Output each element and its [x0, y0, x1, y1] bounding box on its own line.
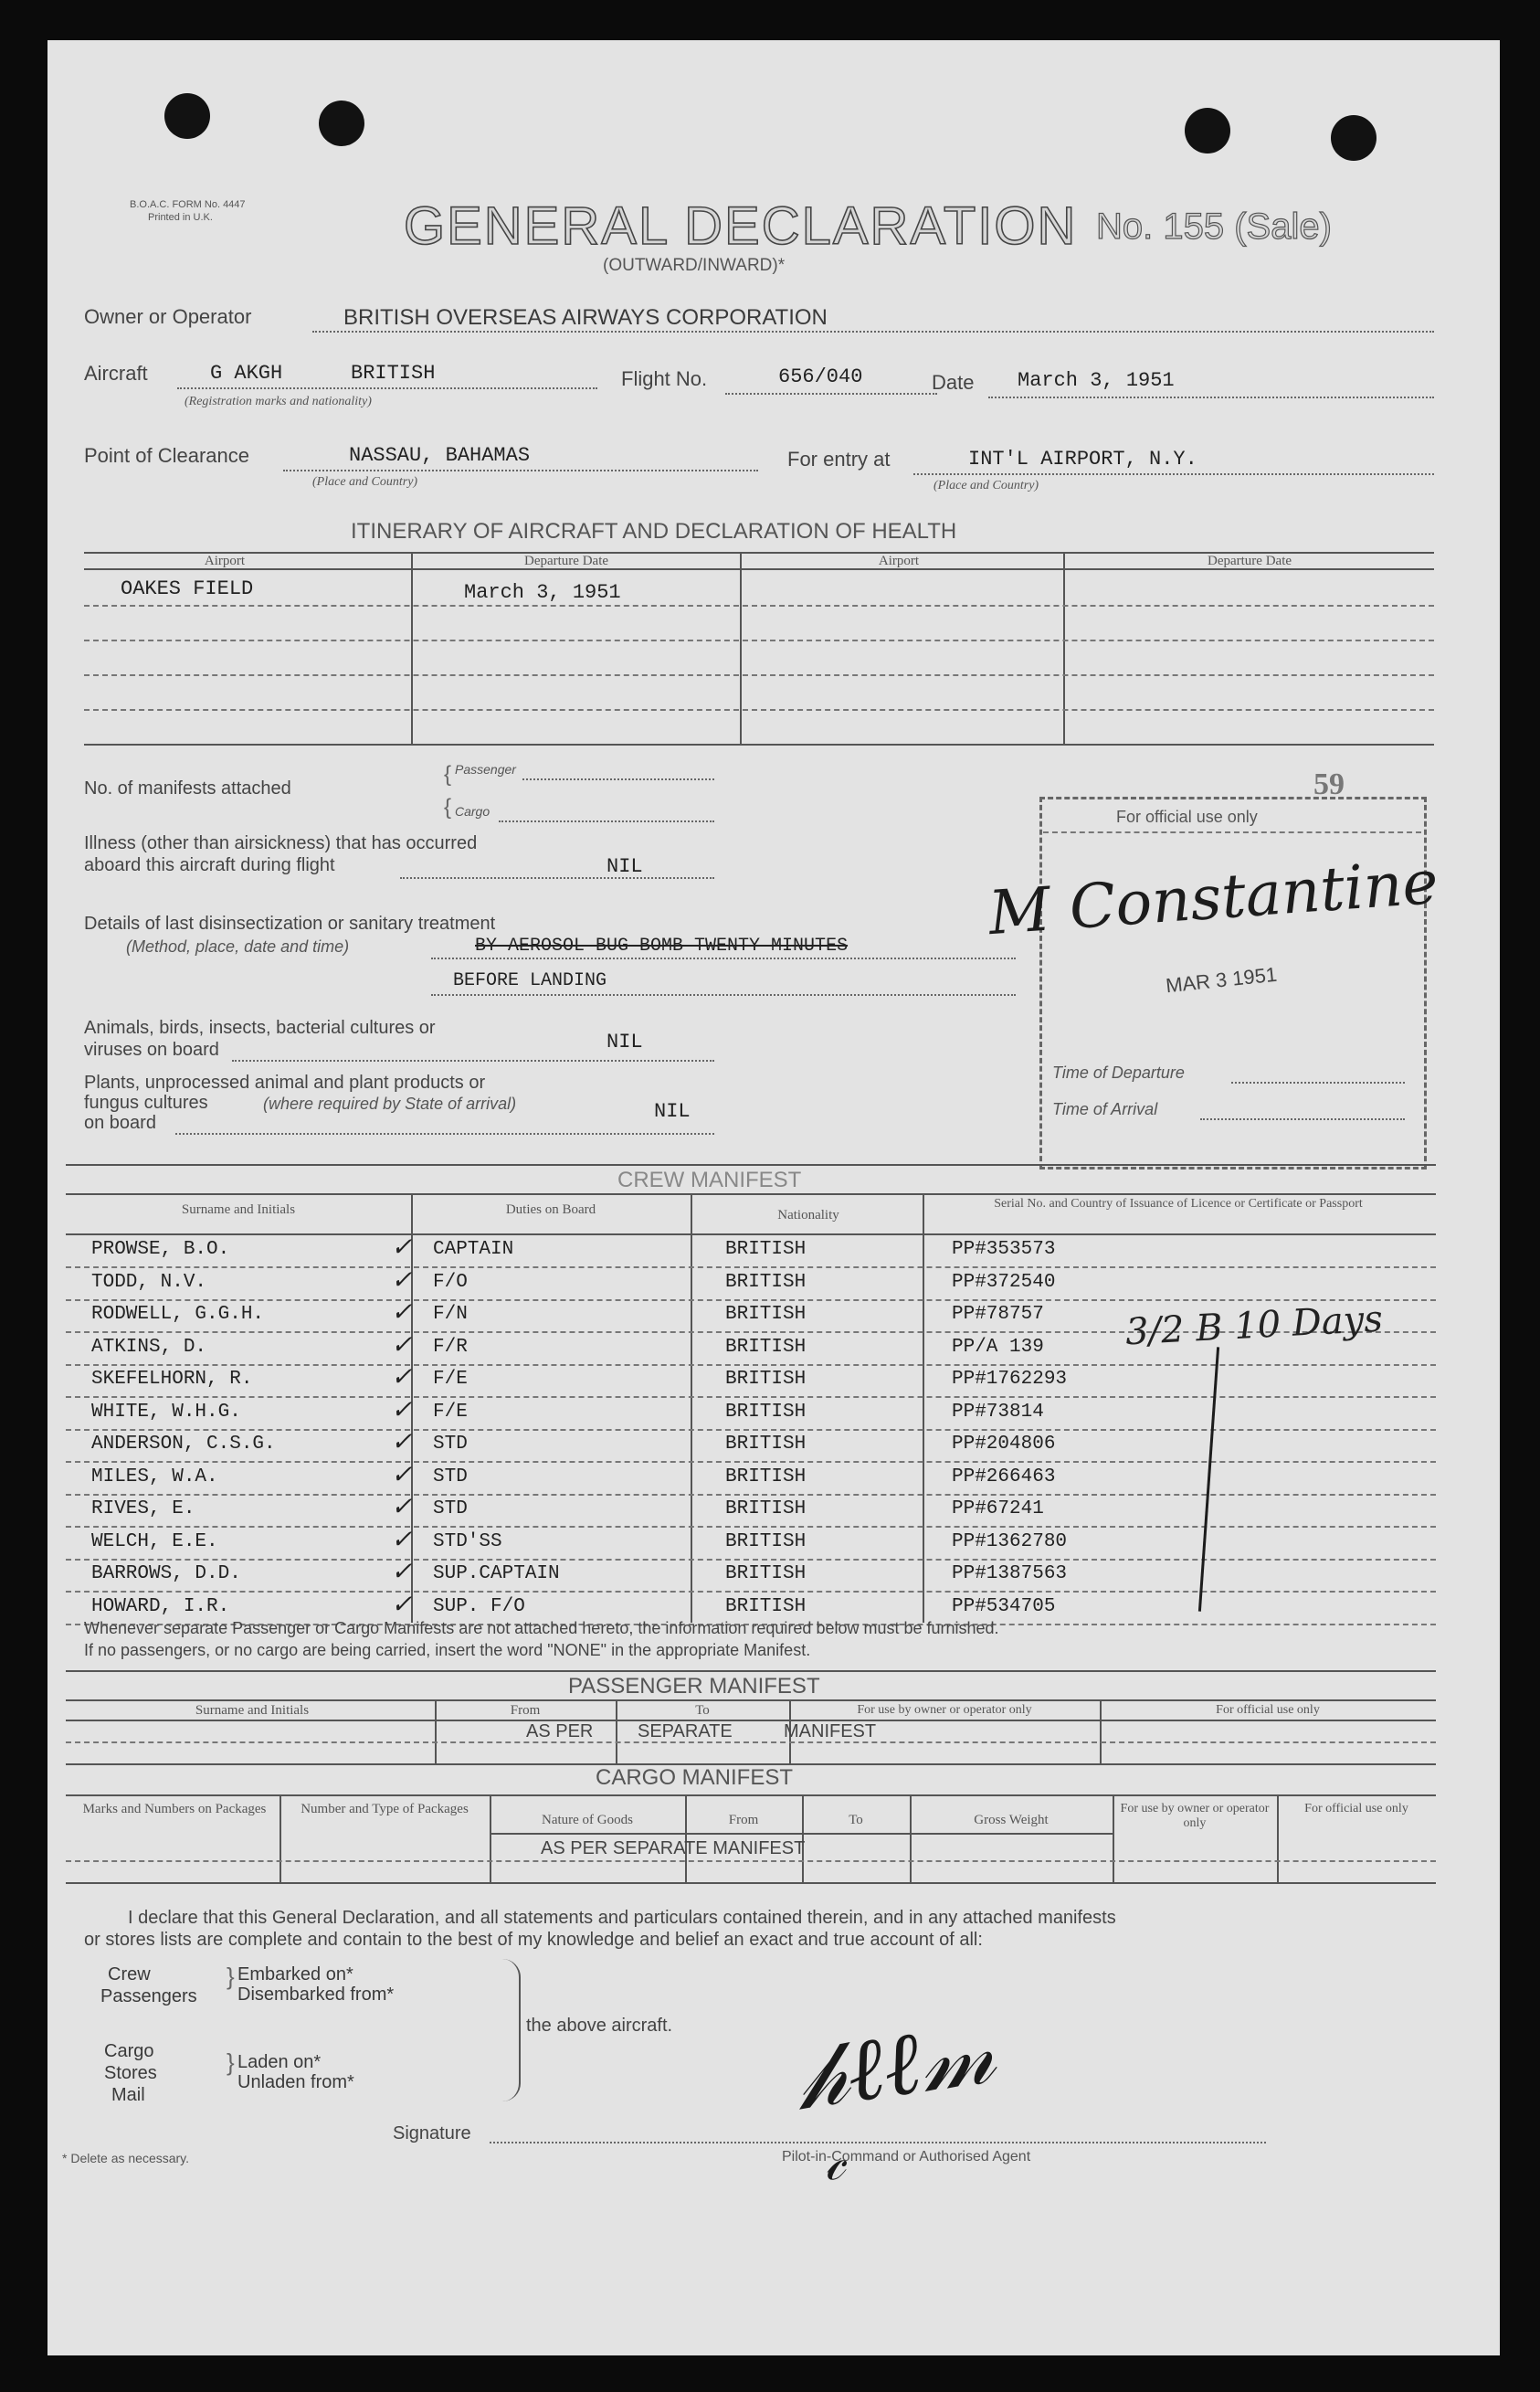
manifest-cargo-label: Cargo: [455, 804, 490, 819]
crew-row-divider: [66, 1429, 1436, 1431]
crew-name: WELCH, E.E.: [91, 1531, 218, 1552]
crew-duty: STD: [433, 1434, 468, 1455]
itinerary-header-date: Departure Date: [523, 554, 609, 568]
entry-value: INT'L AIRPORT, N.Y.: [968, 448, 1197, 471]
check-mark-icon: ✓: [391, 1556, 413, 1586]
crew-annotation: 3/2 B 10 Days: [1123, 1297, 1384, 1354]
itinerary-header-date-2: Departure Date: [1207, 554, 1292, 568]
crew-name: PROWSE, B.O.: [91, 1239, 230, 1260]
decl-unladen: Unladen from*: [237, 2072, 354, 2092]
decl-cargo: Cargo: [104, 2041, 154, 2061]
disinsect-value-2: BEFORE LANDING: [453, 970, 607, 991]
date-stamp: MAR 3 1951: [1164, 962, 1279, 998]
crew-header-duties: Duties on Board: [505, 1202, 596, 1217]
declaration-sheet: B.O.A.C. FORM No. 4447 Printed in U.K. GENERAL DECLARATION No. 155 (Sale) (OUTWARD/INWARD)* Owner or Operator BRITISH OVERSEAS AIRWAYS CORPORATION Aircraft G AKGH BRITISH (Registration marks and nationality) Flight No. 656/040 Date March 3, 1951 Point of Clearance NASSAU, BAHAMAS (Place and Country) For entry at INT'L AIRPORT, N.Y. (Place and Country) ITINERARY OF AIRCRAFT AND DECLARATION OF HEALTH Airport Departure Date Airport Departure Date OAKES FIELD March 3, 1951 No. of manifests attached { { Passenger Cargo Illness (other than airsickness) that has occurred aboard this aircraft during flight NIL Details of last disinsectization or sanitary treatment (Method, place, date and time) BY AEROSOL BUG BOMB TWENTY MINUTES BEFORE LANDING Animals, birds, insects, bacterial cultures or viruses on board NIL Plants, unprocessed animal and plant products or fungus cultures (where required by State of arrival) on board NIL 59 For official use only M Constantine MAR 3 1951 Time of Departure Time of Arrival CREW MANIFEST Surname and Initials Duties on Board Nationality Serial No. and Country of Issuance of Licence or Certificate or Passport PROWSE, B.O. ✓ CAPTAIN BRITISH PP#353573 TODD, N.V. ✓ F/O BRITISH PP#372540 RODWELL, G.G.H. ✓ F/N BRITISH PP#78757 ATKINS, D. ✓ F/R BRITISH PP/A 139 SKEFELHORN, R. ✓ F/E BRITISH PP#1762293 WHITE, W.H.G. ✓ F/E BRITISH PP#73814 ANDERSON, C.S.G. ✓ STD BRITISH PP#204806 MILES, W.A. ✓ STD BRITISH PP#266463 RIVES, E. ✓ STD BRITISH PP#67241 WELCH, E.E. ✓ STD'SS BRITISH PP#1362780 BARROWS, D.D. ✓ SUP.CAPTAIN BRITISH PP#1387563 HOWARD, I.R. ✓ SUP. F/O BRITISH PP#534705 3/2 B 10 Days Whenever separate Passenger or Cargo Manifests are not attached hereto, the information required below must be furnished. If no passengers, or no cargo are being carried, insert the word "NONE" in the appropriate Manifest. PASSENGER MANIFEST Surname and Initials From To For use by owner or operator only For official use only AS PER SEPARATE MANIFEST CARGO MANIFEST Marks and Numbers on Packages Number and Type of Packages Nature of Goods From To Gross Weight For use by owner or operator only For official use only AS PER SEPARATE MANIFEST I declare that this General Declaration, and all statements and particulars contained therein, and in any attached manifests or stores lists are complete and contain to the best of my knowledge and belief an exact and true account of all: Crew Passengers } Embarked on* Disembarked from* Cargo Stores Mail } Laden on* Unladen from* the above aircraft. Signature 𝒽ℓℓ𝓂 𝒸 Pilot-in-Command or Authorised Agent * Delete as necessary.: [47, 40, 1500, 2355]
form-title: GENERAL DECLARATION: [404, 196, 1078, 256]
cargo-row: AS PER SEPARATE MANIFEST: [541, 1838, 806, 1858]
clearance-label: Point of Clearance: [84, 444, 249, 467]
entry-subcaption: (Place and Country): [933, 479, 1039, 492]
flight-number: 656/040: [778, 365, 863, 388]
decl-passengers: Passengers: [100, 1986, 197, 2006]
crew-serial: PP#73814: [952, 1402, 1044, 1423]
check-mark-icon: ✓: [391, 1426, 413, 1456]
crew-duty: STD: [433, 1498, 468, 1519]
official-number: 59: [1313, 767, 1345, 801]
decl-aircraft: the above aircraft.: [526, 2016, 673, 2036]
crew-nationality: BRITISH: [725, 1402, 807, 1423]
captain-signature: 𝒽ℓℓ𝓂: [790, 2000, 1001, 2130]
crew-name: MILES, W.A.: [91, 1466, 218, 1487]
notice-line-2: If no passengers, or no cargo are being carried, insert the word "NONE" in the appropriate Manifest.: [84, 1641, 811, 1659]
passenger-from: AS PER: [526, 1721, 594, 1741]
crew-name: TODD, N.V.: [91, 1272, 207, 1293]
signature-label: Signature: [393, 2123, 471, 2143]
crew-name: ATKINS, D.: [91, 1337, 207, 1358]
plants-value: NIL: [654, 1100, 691, 1123]
crew-nationality: BRITISH: [725, 1466, 807, 1487]
passenger-header-to: To: [695, 1703, 710, 1718]
clearance-value: NASSAU, BAHAMAS: [349, 444, 531, 467]
decl-mail: Mail: [111, 2085, 145, 2105]
check-mark-icon: ✓: [391, 1524, 413, 1554]
check-mark-icon: ✓: [391, 1232, 413, 1262]
crew-row-divider: [66, 1396, 1436, 1398]
crew-header-name: Surname and Initials: [181, 1202, 296, 1217]
aircraft-registration: G AKGH: [210, 362, 283, 385]
check-mark-icon: ✓: [391, 1329, 413, 1360]
crew-name: HOWARD, I.R.: [91, 1596, 230, 1617]
official-signature: M Constantine: [986, 846, 1440, 949]
decl-stores: Stores: [104, 2063, 157, 2083]
annotation-bracket-line: [1198, 1347, 1219, 1612]
crew-nationality: BRITISH: [725, 1498, 807, 1519]
crew-serial: PP#372540: [952, 1272, 1056, 1293]
disinsect-label: Details of last disinsectization or sanitary treatment: [84, 914, 496, 934]
crew-row-divider: [66, 1364, 1436, 1366]
cargo-header-from: From: [728, 1813, 759, 1827]
crew-row-divider: [66, 1299, 1436, 1301]
crew-duty: F/E: [433, 1369, 468, 1390]
passenger-owner: MANIFEST: [784, 1721, 877, 1741]
crew-name: RIVES, E.: [91, 1498, 195, 1519]
crew-row-divider: [66, 1266, 1436, 1268]
cargo-header-official: For official use only: [1304, 1802, 1408, 1815]
crew-row-divider: [66, 1494, 1436, 1496]
signature-caption: Pilot-in-Command or Authorised Agent: [782, 2149, 1031, 2164]
crew-serial: PP#1387563: [952, 1563, 1068, 1584]
crew-header-serial: Serial No. and Country of Issuance of Licence or Certificate or Passport: [994, 1197, 1363, 1211]
crew-serial: PP/A 139: [952, 1337, 1044, 1358]
signature-flourish: 𝒸: [819, 2131, 849, 2194]
cargo-header-weight: Gross Weight: [974, 1813, 1049, 1827]
manifest-passenger-label: Passenger: [455, 762, 516, 777]
crew-serial: PP#534705: [952, 1596, 1056, 1617]
plants-label-2: fungus cultures: [84, 1093, 208, 1113]
crew-serial: PP#204806: [952, 1434, 1056, 1455]
punch-hole: [164, 93, 210, 139]
crew-nationality: BRITISH: [725, 1531, 807, 1552]
crew-serial: PP#1762293: [952, 1369, 1068, 1390]
crew-nationality: BRITISH: [725, 1563, 807, 1584]
animals-value: NIL: [607, 1031, 643, 1053]
disinsect-label-2: (Method, place, date and time): [126, 937, 350, 956]
check-mark-icon: ✓: [391, 1491, 413, 1521]
crew-row-divider: [66, 1591, 1436, 1593]
crew-nationality: BRITISH: [725, 1434, 807, 1455]
notice-line-1: Whenever separate Passenger or Cargo Manifests are not attached hereto, the information required below must be furnished.: [84, 1619, 999, 1637]
flight-label: Flight No.: [621, 367, 708, 390]
printed-note: Printed in U.K.: [148, 212, 213, 223]
plants-label-2b: (where required by State of arrival): [263, 1095, 517, 1113]
aircraft-label: Aircraft: [84, 362, 148, 385]
crew-nationality: BRITISH: [725, 1596, 807, 1617]
declaration-line-2: or stores lists are complete and contain to the best of my knowledge and belief an exact and true account of all:: [84, 1930, 983, 1950]
check-mark-icon: ✓: [391, 1361, 413, 1392]
crew-nationality: BRITISH: [725, 1272, 807, 1293]
crew-duty: F/E: [433, 1402, 468, 1423]
check-mark-icon: ✓: [391, 1394, 413, 1424]
illness-label-2: aboard this aircraft during flight: [84, 855, 335, 875]
itinerary-header-airport: Airport: [204, 554, 246, 568]
disinsect-value: BY AEROSOL BUG BOMB TWENTY MINUTES: [475, 936, 849, 957]
crew-name: ANDERSON, C.S.G.: [91, 1434, 276, 1455]
crew-duty: STD: [433, 1466, 468, 1487]
itinerary-title: ITINERARY OF AIRCRAFT AND DECLARATION OF HEALTH: [351, 519, 957, 544]
flight-date: March 3, 1951: [1018, 369, 1175, 392]
crew-name: SKEFELHORN, R.: [91, 1369, 253, 1390]
time-of-arrival: Time of Arrival: [1052, 1100, 1158, 1118]
animals-label: Animals, birds, insects, bacterial cultures or: [84, 1018, 436, 1038]
crew-duty: F/O: [433, 1272, 468, 1293]
crew-nationality: BRITISH: [725, 1369, 807, 1390]
official-use-title: For official use only: [1116, 808, 1258, 826]
crew-header-nationality: Nationality: [777, 1208, 839, 1222]
crew-duty: SUP. F/O: [433, 1596, 525, 1617]
plants-label: Plants, unprocessed animal and plant products or: [84, 1073, 486, 1093]
check-mark-icon: ✓: [391, 1589, 413, 1619]
crew-duty: CAPTAIN: [433, 1239, 514, 1260]
crew-serial: PP#67241: [952, 1498, 1044, 1519]
owner-label: Owner or Operator: [84, 305, 252, 328]
passenger-header-from: From: [510, 1703, 541, 1718]
clearance-subcaption: (Place and Country): [312, 475, 418, 489]
punch-hole: [1331, 115, 1377, 161]
punch-hole: [1185, 108, 1230, 153]
crew-duty: STD'SS: [433, 1531, 502, 1552]
cargo-header-packages: Number and Type of Packages: [301, 1802, 469, 1816]
illness-label: Illness (other than airsickness) that has occurred: [84, 833, 478, 853]
crew-duty: SUP.CAPTAIN: [433, 1563, 560, 1584]
cargo-header-owner: For use by owner or operator only: [1120, 1802, 1270, 1830]
form-subtitle: (OUTWARD/INWARD)*: [603, 256, 786, 275]
form-reference: B.O.A.C. FORM No. 4447: [130, 199, 246, 210]
delete-note: * Delete as necessary.: [62, 2151, 190, 2165]
itinerary-departure-date: March 3, 1951: [464, 581, 621, 604]
crew-name: WHITE, W.H.G.: [91, 1402, 241, 1423]
crew-nationality: BRITISH: [725, 1239, 807, 1260]
check-mark-icon: ✓: [391, 1459, 413, 1489]
decl-embarked: Embarked on*: [237, 1964, 353, 1985]
decl-crew: Crew: [108, 1964, 151, 1985]
cargo-title: CARGO MANIFEST: [596, 1765, 794, 1790]
crew-serial: PP#353573: [952, 1239, 1056, 1260]
crew-duty: F/R: [433, 1337, 468, 1358]
decl-laden: Laden on*: [237, 2052, 322, 2072]
illness-value: NIL: [607, 855, 643, 878]
time-of-departure: Time of Departure: [1052, 1064, 1185, 1082]
animals-label-2: viruses on board: [84, 1040, 219, 1060]
cargo-header-goods: Nature of Goods: [542, 1813, 633, 1827]
passenger-title: PASSENGER MANIFEST: [568, 1674, 820, 1699]
check-mark-icon: ✓: [391, 1297, 413, 1327]
manifests-label: No. of manifests attached: [84, 778, 291, 799]
crew-row-divider: [66, 1526, 1436, 1528]
crew-serial: PP#1362780: [952, 1531, 1068, 1552]
passenger-header-official: For official use only: [1216, 1703, 1320, 1717]
punch-hole: [319, 101, 364, 146]
crew-row-divider: [66, 1559, 1436, 1561]
crew-name: RODWELL, G.G.H.: [91, 1304, 265, 1325]
cargo-header-marks: Marks and Numbers on Packages: [82, 1802, 267, 1816]
crew-name: BARROWS, D.D.: [91, 1563, 241, 1584]
passenger-header-name: Surname and Initials: [195, 1703, 310, 1718]
crew-row-divider: [66, 1461, 1436, 1463]
decl-disembarked: Disembarked from*: [237, 1985, 395, 2005]
crew-serial: PP#78757: [952, 1304, 1044, 1325]
crew-nationality: BRITISH: [725, 1304, 807, 1325]
aircraft-subcaption: (Registration marks and nationality): [185, 395, 372, 408]
declaration-line-1: I declare that this General Declaration, and all statements and particulars contained therein, and in any attached manifests: [128, 1908, 1116, 1928]
cargo-header-to: To: [849, 1813, 863, 1827]
itinerary-airport: OAKES FIELD: [121, 577, 254, 600]
owner-value: BRITISH OVERSEAS AIRWAYS CORPORATION: [343, 305, 828, 330]
aircraft-nationality: BRITISH: [351, 362, 436, 385]
plants-label-3: on board: [84, 1113, 156, 1133]
date-label: Date: [932, 371, 975, 394]
passenger-header-owner: For use by owner or operator only: [857, 1703, 1032, 1717]
declaration-number: No. 155 (Sale): [1096, 206, 1332, 247]
crew-nationality: BRITISH: [725, 1337, 807, 1358]
crew-serial: PP#266463: [952, 1466, 1056, 1487]
passenger-to: SEPARATE: [638, 1721, 733, 1741]
entry-label: For entry at: [787, 448, 891, 471]
crew-title: CREW MANIFEST: [617, 1168, 802, 1192]
itinerary-header-airport-2: Airport: [878, 554, 920, 568]
check-mark-icon: ✓: [391, 1265, 413, 1295]
crew-duty: F/N: [433, 1304, 468, 1325]
